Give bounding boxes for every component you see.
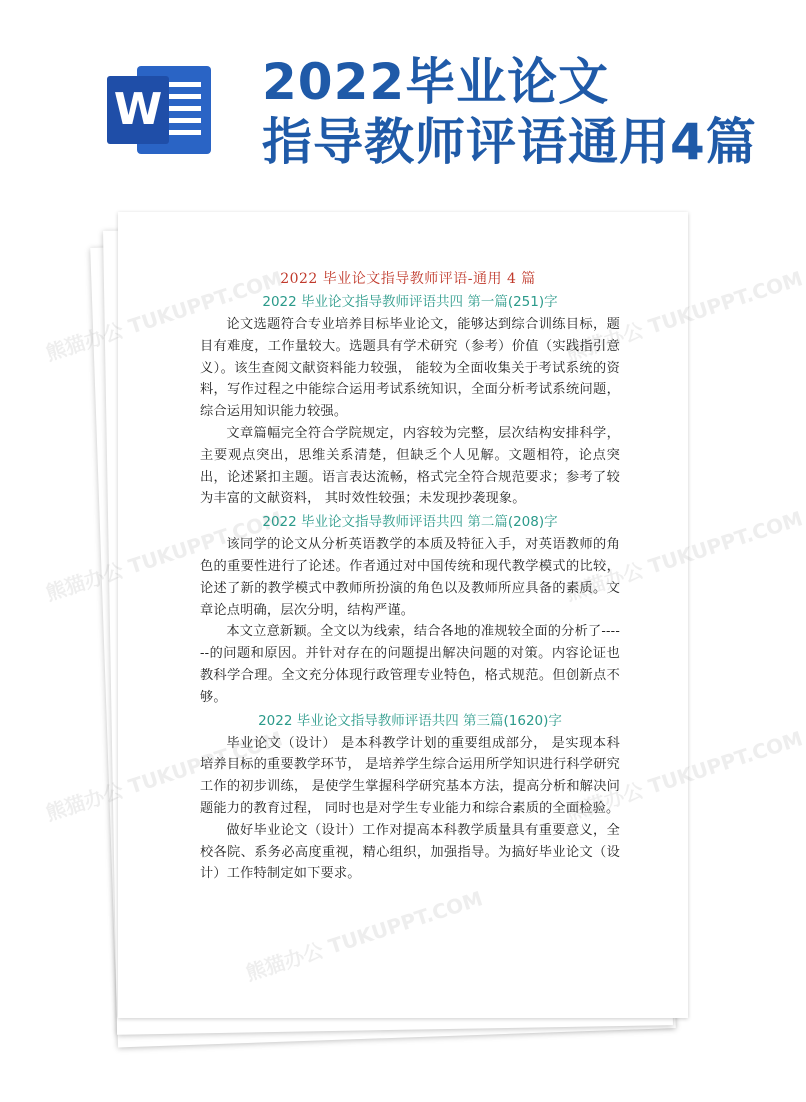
paragraph: 做好毕业论文（设计）工作对提高本科教学质量具有重要意义，全校各院、系务必高度重视，精心组织，加强指导。为搞好毕业论文（设计）工作特制定如下要求。 (200, 822, 620, 882)
paragraph: 论文选题符合专业培养目标毕业论文，能够达到综合训练目标，题目有难度，工作量较大。选题具有学术研究（参考）价值（实践指引意义）。该生查阅文献资料能力较强， 能较为全面收集关于考试系统的资料，写作过程之中能综合运用考试系统知识，全面分析考试系统问题，综合运用知识能力较强。 (200, 317, 620, 420)
document-title: 2022 毕业论文指导教师评语-通用 4 篇 (280, 271, 536, 287)
watermark: 熊猫办公 (42, 778, 127, 826)
watermark: TUKUPPT.COM (645, 266, 806, 339)
page-title-line2: 指导教师评语通用4篇 (262, 113, 757, 171)
paragraph: 本文立意新颖。全文以为线索，结合各地的准规较全面的分析了------的问题和原因。并针对存在的问题提出解决问题的对策。内容论证也教科学合理。全文充分体现行政管理专业特色，格式规范。但创新点不够。 (200, 624, 620, 705)
section-heading: 2022 毕业论文指导教师评语共四 第二篇(208)字 (262, 514, 558, 531)
watermark: TUKUPPT.COM (645, 726, 806, 799)
word-document-icon: W (107, 60, 211, 160)
paragraph: 毕业论文（设计） 是本科教学计划的重要组成部分， 是实现本科培养目标的重要教学环节， 是培养学生综合运用所学知识进行科学研究工作的初步训练， 是使学生掌握科学研究基本方法，提高分析和解决问题能力的教育过程， 同时也是对学生专业能力和综合素质的全面检验。 (200, 735, 620, 816)
paragraph: 该同学的论文从分析英语教学的本质及特征入手，对英语教师的角色的重要性进行了论述。作者通过对中国传统和现代教学模式的比较，论述了新的教学模式中教师所扮演的角色以及教师所应具备的素质。文章论点明确，层次分明，结构严谨。 (200, 537, 620, 618)
section-heading: 2022 毕业论文指导教师评语共四 第三篇(1620)字 (258, 712, 562, 729)
document-body (200, 268, 620, 885)
paragraph: 文章篇幅完全符合学院规定，内容较为完整，层次结构安排科学，主要观点突出，思维关系清楚，但缺乏个人见解。文题相符，论点突出，论述紧扣主题。语言表达流畅，格式完全符合规范要求；参考了较为丰富的文献资料， 其时效性较强；未发现抄袭现象。 (200, 425, 620, 507)
watermark: 熊猫办公 (42, 558, 127, 606)
section-heading: 2022 毕业论文指导教师评语共四 第一篇(251)字 (262, 294, 558, 310)
watermark: TUKUPPT.COM (645, 506, 806, 579)
watermark: 熊猫办公 (42, 318, 127, 366)
header-banner (0, 0, 780, 200)
page-title (262, 52, 757, 172)
page-title-line1: 2022毕业论文 (262, 53, 610, 111)
